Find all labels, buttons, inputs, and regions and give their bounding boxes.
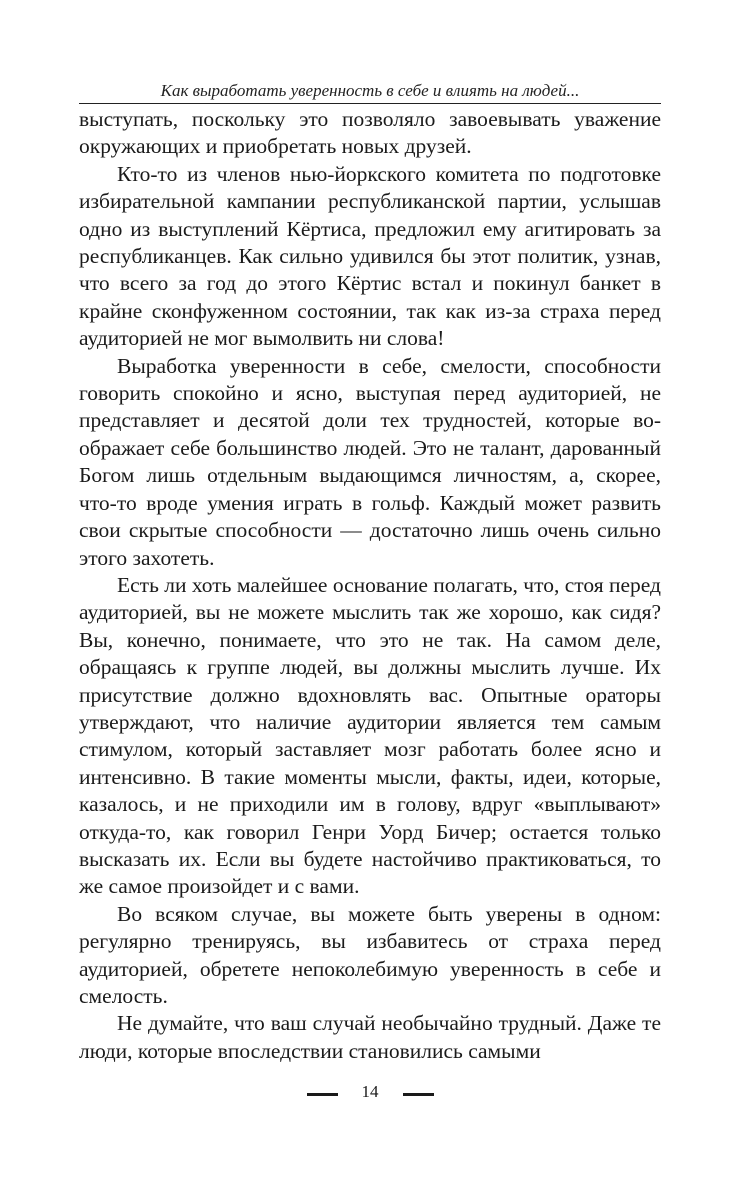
paragraph: Во всяком случае, вы можете быть уверены в одном: регулярно тренируясь, вы избавитесь от страха перед аудиторией, обретете непоколебимую уверенность в себе и смелость. bbox=[79, 901, 661, 1008]
paragraph-continued: выступать, поскольку это позволяло завоевывать уважение окружающих и приобретать новых друзей. bbox=[79, 107, 661, 159]
folio-dash-left bbox=[307, 1093, 338, 1096]
folio-dash-right bbox=[403, 1093, 434, 1096]
paragraph: Кто-то из членов нью-йоркского комитета по подготовке избирательной кампании республиканской партии, услышав одно из выступлений Кёртиса, предложил ему агитировать за республиканцев. Как сильно удивился бы этот политик, узнав, что всего за год до этого Кёртис встал и покинул банкет в крайне сконфуженном состоянии, так как из-за страха перед аудиторией не мог вымолвить ни слова! bbox=[79, 161, 661, 351]
paragraph: Есть ли хоть малейшее основание полагать, что, стоя перед аудиторией, вы не можете мыслить так же хорошо, как сидя? Вы, конечно, понимаете, что это не так. На самом деле, обращаясь к группе людей, вы должны мыслить лучше. Их присутствие должно вдохновлять вас. Опытные ораторы утверждают, что наличие аудитории является тем самым стимулом, который заставляет мозг работать более ясно и интенсивно. В такие моменты мысли, факты, идеи, которые, казалось, и не приходили им в голову, вдруг «выплывают» откуда-то, как говорил Генри Уорд Бичер; остается только высказать их. Если вы будете настойчиво практиковаться, то же самое произойдет и с вами. bbox=[79, 572, 661, 899]
page-footer bbox=[79, 1080, 661, 1104]
paragraph: Выработка уверенности в себе, смелости, способности говорить спокойно и ясно, выступая перед аудиторией, не представляет и десятой доли тех трудностей, которые воображает себе большинство людей. Это не талант, дарованный Богом лишь отдельным выдающимся личностям, а, скорее, что-то вроде умения играть в гольф. Каждый может развить свои скрытые способности — достаточно лишь очень сильно этого захотеть. bbox=[79, 353, 661, 570]
paragraph: Не думайте, что ваш случай необычайно трудный. Даже те люди, которые впоследствии становились самыми bbox=[79, 1011, 661, 1063]
body-text bbox=[79, 106, 661, 1065]
running-head: Как выработать уверенность в себе и влиять на людей... bbox=[160, 81, 580, 100]
header-rule bbox=[79, 103, 661, 104]
page-number: 14 bbox=[361, 1082, 379, 1101]
